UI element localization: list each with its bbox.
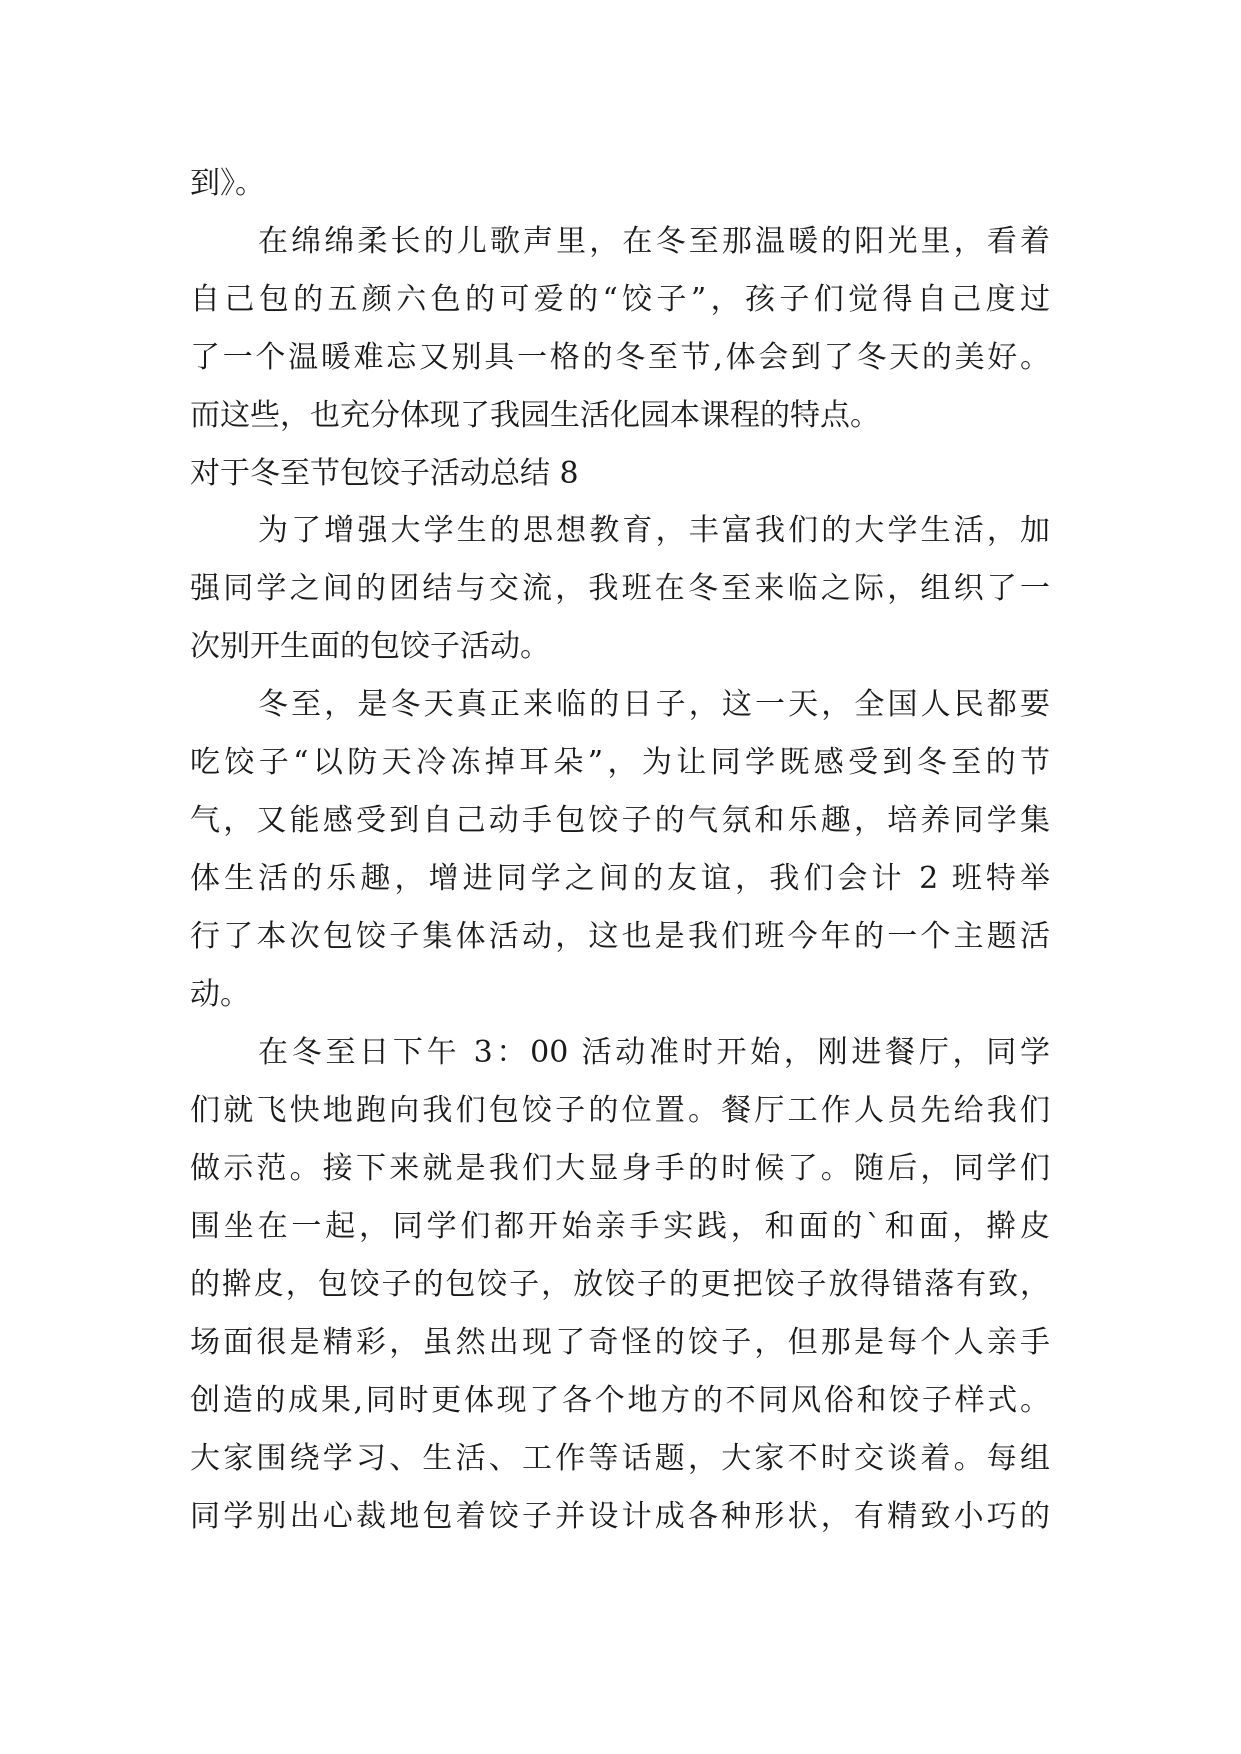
text-line: 气，又能感受到自己动手包饺子的气氛和乐趣，培养同学集 <box>190 803 1050 838</box>
text-line: 大家围绕学习、生活、工作等话题，大家不时交谈着。每组 <box>190 1441 1050 1476</box>
text-line: 围坐在一起，同学们都开始亲手实践，和面的`和面，擀皮 <box>190 1209 1050 1244</box>
text-line: 们就飞快地跑向我们包饺子的位置。餐厅工作人员先给我们 <box>190 1093 1050 1128</box>
paragraph-first-line: 在绵绵柔长的儿歌声里，在冬至那温暖的阳光里，看着 <box>258 224 1050 259</box>
paragraph-first-line: 冬至，是冬天真正来临的日子，这一天，全国人民都要 <box>258 687 1050 722</box>
paragraph-first-line: 为了增强大学生的思想教育，丰富我们的大学生活，加 <box>258 513 1050 548</box>
text-line: 做示范。接下来就是我们大显身手的时候了。随后，同学们 <box>190 1151 1050 1186</box>
text-line: 场面很是精彩，虽然出现了奇怪的饺子，但那是每个人亲手 <box>190 1325 1050 1360</box>
text-line: 行了本次包饺子集体活动，这也是我们班今年的一个主题活 <box>190 919 1050 954</box>
text-line: 自己包的五颜六色的可爱的“饺子”，孩子们觉得自己度过 <box>190 282 1050 317</box>
body-text <box>190 155 1050 1546</box>
text-line: 到》。 <box>190 166 265 201</box>
text-line: 吃饺子“以防天冷冻掉耳朵”，为让同学既感受到冬至的节 <box>190 745 1050 780</box>
text-line: 次别开生面的包饺子活动。 <box>190 629 550 664</box>
text-line: 强同学之间的团结与交流，我班在冬至来临之际，组织了一 <box>190 571 1050 606</box>
text-line: 动。 <box>190 977 250 1012</box>
text-line: 的擀皮，包饺子的包饺子，放饺子的更把饺子放得错落有致， <box>190 1267 1050 1302</box>
text-line: 体生活的乐趣，增进同学之间的友谊，我们会计 2 班特举 <box>190 861 1050 896</box>
paragraph-first-line: 在冬至日下午 3：00 活动准时开始，刚进餐厅，同学 <box>258 1035 1050 1070</box>
text-line: 而这些，也充分体现了我园生活化园本课程的特点。 <box>190 398 880 433</box>
section-heading: 对于冬至节包饺子活动总结 8 <box>190 456 579 491</box>
text-line: 创造的成果,同时更体现了各个地方的不同风俗和饺子样式。 <box>190 1383 1050 1418</box>
text-line: 同学别出心裁地包着饺子并设计成各种形状，有精致小巧的 <box>190 1499 1050 1534</box>
text-line: 了一个温暖难忘又别具一格的冬至节,体会到了冬天的美好。 <box>190 340 1050 375</box>
